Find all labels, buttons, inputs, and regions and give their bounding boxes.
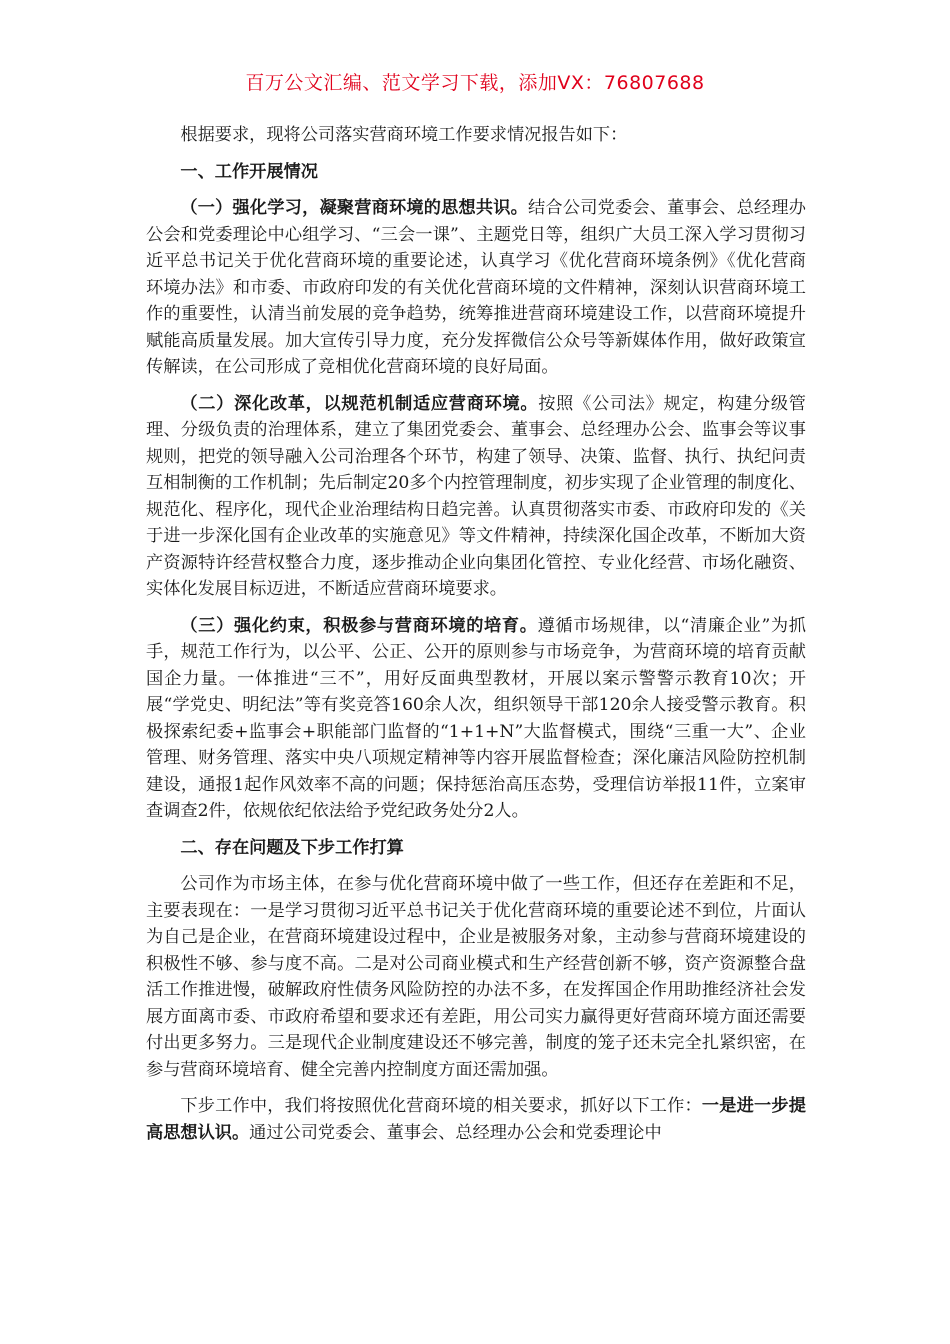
paragraph-body: 下步工作中，我们将按照优化营商环境的相关要求，抓好以下工作： (180, 1096, 702, 1116)
paragraph-body: 按照《公司法》规定，构建分级管理、分级负责的治理体系，建立了集团党委会、董事会、总经理办公会、监事会等议事规则，把党的领导融入公司治理各个环节，构建了领导、决策、监督、执行、执纪问责互相制衡的工作机制；先后制定20多个内控管理制度，初步实现了企业管理的制度化、规范化、程序化，现代企业治理结构日趋完善。认真贯彻落实市委、市政府印发的《关于进一步深化国有企业改革的实施意见》等文件精神，持续深化国企改革，不断加大资产资源特许经营权整合力度，逐步推动企业向集团化管控、专业化经营、市场化融资、实体化发展目标迈进，不断适应营商环境要求。 (146, 393, 806, 599)
paragraph-body: 通过公司党委会、董事会、总经理办公会和党委理论中 (249, 1122, 662, 1143)
paragraph-lead: （三）强化约束，积极参与营商环境的培育。 (180, 615, 538, 636)
section-2-heading: 二、存在问题及下步工作打算 (180, 837, 404, 858)
paragraph-lead: （一）强化学习，凝聚营商环境的思想共识。 (180, 198, 529, 218)
section-1-heading: 一、工作开展情况 (180, 161, 318, 182)
section-1-paragraph-1 (146, 195, 806, 381)
section-2-paragraph-2 (146, 1093, 806, 1146)
paragraph-body: 结合公司党委会、董事会、总经理办公会和党委理论中心组学习、“三会一课”、主题党日等，组织广大员工深入学习贯彻习近平总书记关于优化营商环境的重要论述，认真学习《优化营商环境条例》《优化营商环境办法》和市委、市政府印发的有关优化营商环境的文件精神，深刻认识营商环境工作的重要性，认清当前发展的竞争趋势，统筹推进营商环境建设工作，以营商环境提升赋能高质量发展。加大宣传引导力度，充分发挥微信公众号等新媒体作用，做好政策宣传解读，在公司形成了竞相优化营商环境的良好局面。 (146, 198, 806, 377)
paragraph-body: 遵循市场规律，以“清廉企业”为抓手，规范工作行为，以公平、公正、公开的原则参与市场竞争，为营商环境的培育贡献国企力量。一体推进“三不”，用好反面典型教材，开展以案示警警示教育10次；开展“学党史、明纪法”等有奖竞答160余人次，组织领导干部120余人接受警示教育。积极探索纪委+监事会+职能部门监督的“1+1+N”大监督模式，围绕“三重一大”、企业管理、财务管理、落实中央八项规定精神等内容开展监督检查；深化廉洁风险防控机制建设，通报1起作风效率不高的问题；保持惩治高压态势，受理信访举报11件，立案审查调查2件，依规依纪依法给予党纪政务处分2人。 (146, 615, 806, 821)
section-1-paragraph-2 (146, 391, 806, 603)
header-banner: 百万公文汇编、范文学习下载，添加VX：76807688 (245, 72, 705, 94)
document-body (146, 122, 806, 1146)
paragraph-lead: （二）深化改革，以规范机制适应营商环境。 (180, 393, 539, 414)
paragraph-lead: 一是进一步提高思想认识。 (146, 1096, 806, 1143)
section-2-paragraph-1: 公司作为市场主体，在参与优化营商环境中做了一些工作，但还存在差距和不足，主要表现在：一是学习贯彻习近平总书记关于优化营商环境的重要论述不到位，片面认为自己是企业，在营商环境建设过程中，企业是被服务对象，主动参与营商环境建设的积极性不够、参与度不高。二是对公司商业模式和生产经营创新不够，资产资源整合盘活工作推进慢，破解政府性债务风险防控的办法不多，在发挥国企作用助推经济社会发展方面离市委、市政府希望和要求还有差距，用公司实力赢得更好营商环境方面还需要付出更多努力。三是现代企业制度建设还不够完善，制度的笼子还未完全扎紧织密，在参与营商环境培育、健全完善内控制度方面还需加强。 (146, 874, 806, 1080)
intro-paragraph: 根据要求，现将公司落实营商环境工作要求情况报告如下： (180, 125, 628, 145)
section-1-paragraph-3 (146, 613, 806, 825)
